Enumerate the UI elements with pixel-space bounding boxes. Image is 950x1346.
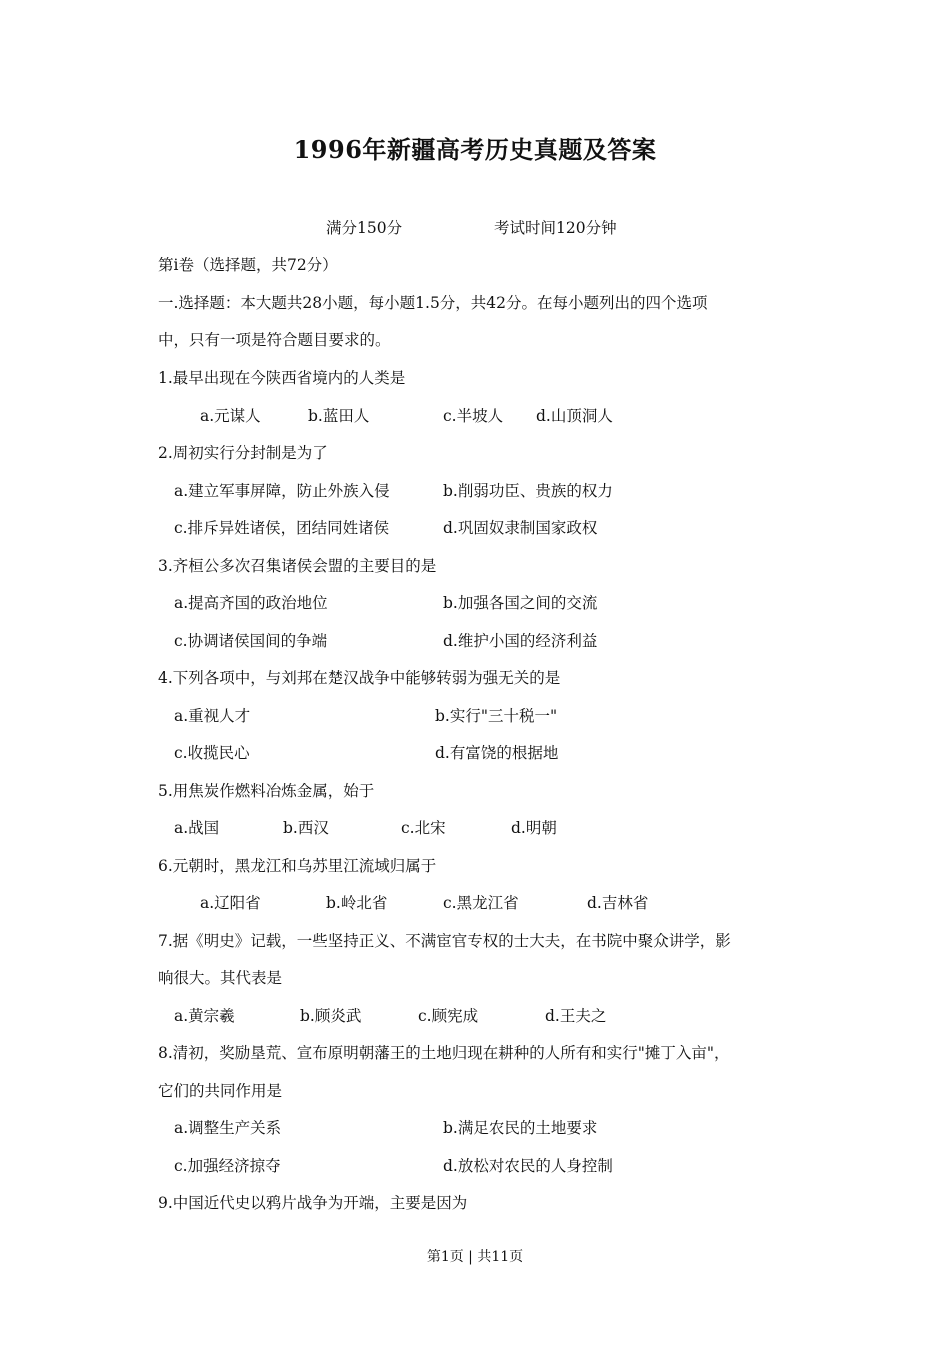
option-a: a.黄宗羲 bbox=[174, 1007, 235, 1025]
option-c: c.黑龙江省 bbox=[443, 894, 519, 912]
option-a: a.调整生产关系 bbox=[174, 1119, 282, 1137]
option-c: c.半坡人 bbox=[443, 407, 504, 425]
option-b: b.削弱功臣、贵族的权力 bbox=[443, 482, 613, 500]
question-stem: 2.周初实行分封制是为了 bbox=[158, 444, 328, 462]
option-b: b.满足农民的土地要求 bbox=[443, 1119, 598, 1137]
instruction-line-1: 一.选择题：本大题共28小题，每小题1.5分，共42分。在每小题列出的四个选项 bbox=[158, 294, 708, 312]
question-stem-continued: 响很大。其代表是 bbox=[158, 969, 283, 987]
exam-time: 考试时间120分钟 bbox=[494, 219, 617, 237]
option-c: c.收揽民心 bbox=[174, 744, 250, 762]
option-d: d.放松对农民的人身控制 bbox=[443, 1157, 613, 1175]
option-b: b.顾炎武 bbox=[300, 1007, 362, 1025]
option-c: c.北宋 bbox=[401, 819, 446, 837]
option-b: b.岭北省 bbox=[326, 894, 388, 912]
option-a: a.重视人才 bbox=[174, 707, 251, 725]
option-d: d.明朝 bbox=[511, 819, 557, 837]
document-title: 1996年新疆高考历史真题及答案 bbox=[293, 135, 657, 164]
option-a: a.建立军事屏障，防止外族入侵 bbox=[174, 482, 390, 500]
option-c: c.协调诸侯国间的争端 bbox=[174, 632, 328, 650]
option-a: a.战国 bbox=[174, 819, 220, 837]
full-score: 满分150分 bbox=[326, 219, 403, 237]
option-d: d.巩固奴隶制国家政权 bbox=[443, 519, 598, 537]
option-b: b.实行"三十税一" bbox=[435, 707, 558, 725]
question-stem: 8.清初，奖励垦荒、宣布原明朝藩王的土地归现在耕种的人所有和实行"摊丁入亩"， bbox=[158, 1044, 730, 1062]
option-d: d.有富饶的根据地 bbox=[435, 744, 559, 762]
question-stem: 5.用焦炭作燃料冶炼金属，始于 bbox=[158, 782, 375, 800]
option-d: d.山顶洞人 bbox=[536, 407, 613, 425]
option-d: d.王夫之 bbox=[545, 1007, 607, 1025]
section-heading: 第ⅰ卷（选择题，共72分） bbox=[158, 256, 338, 274]
option-b: b.加强各国之间的交流 bbox=[443, 594, 598, 612]
option-a: a.提高齐国的政治地位 bbox=[174, 594, 328, 612]
question-stem: 6.元朝时，黑龙江和乌苏里江流域归属于 bbox=[158, 857, 437, 875]
option-c: c.顾宪成 bbox=[418, 1007, 479, 1025]
question-stem: 9.中国近代史以鸦片战争为开端，主要是因为 bbox=[158, 1194, 468, 1212]
option-d: d.维护小国的经济利益 bbox=[443, 632, 598, 650]
option-a: a.辽阳省 bbox=[200, 894, 261, 912]
option-c: c.排斥异姓诸侯，团结同姓诸侯 bbox=[174, 519, 390, 537]
option-b: b.蓝田人 bbox=[308, 407, 370, 425]
instruction-line-2: 中，只有一项是符合题目要求的。 bbox=[158, 331, 391, 349]
option-c: c.加强经济掠夺 bbox=[174, 1157, 281, 1175]
option-b: b.西汉 bbox=[283, 819, 329, 837]
option-a: a.元谋人 bbox=[200, 407, 261, 425]
question-stem: 4.下列各项中，与刘邦在楚汉战争中能够转弱为强无关的是 bbox=[158, 669, 561, 687]
question-stem: 1.最早出现在今陕西省境内的人类是 bbox=[158, 369, 406, 387]
page-footer: 第1页 | 共11页 bbox=[426, 1249, 524, 1265]
question-stem-continued: 它们的共同作用是 bbox=[158, 1082, 283, 1100]
option-d: d.吉林省 bbox=[587, 894, 649, 912]
question-stem: 3.齐桓公多次召集诸侯会盟的主要目的是 bbox=[158, 557, 437, 575]
question-stem: 7.据《明史》记载，一些坚持正义、不满宦官专权的士大夫，在书院中聚众讲学，影 bbox=[158, 932, 731, 950]
